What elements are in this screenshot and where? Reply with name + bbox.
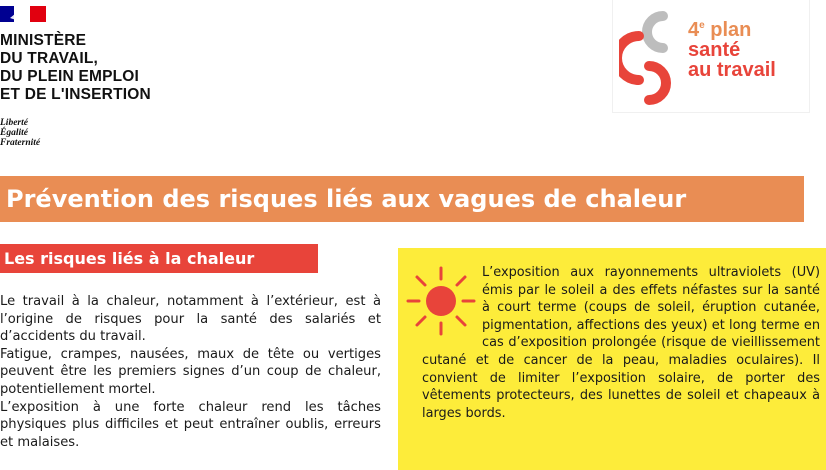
section-heading-banner — [0, 244, 318, 273]
plan-logo-text — [688, 16, 776, 80]
body-paragraph: Fatigue, crampes, nausées, maux de tête ou vertiges peuvent être les premiers signes d’un coup de chaleur, potentiellement mortel. — [0, 346, 381, 397]
uv-text: L’exposition aux rayonnements ultraviolets (UV) émis par le soleil a des effets néfastes sur la santé à court terme (coups de soleil, éruption cutanée, pigmentation, affections des yeux) et long terme en cas d’exposition prolongée (risque de vieillissement cutané et de cancer de la peau, maladies oculaires). Il convient de limiter l’exposition solaire, de porter des vêtements protecteurs, des lunettes de soleil et chapeaux à larges bords. — [422, 265, 820, 421]
page-title: Prévention des risques liés aux vagues de chaleur — [6, 185, 687, 213]
republic-flag-icon — [0, 6, 46, 22]
plan-line-travail: au travail — [688, 59, 776, 81]
section-heading: Les risques liés à la chaleur — [4, 249, 255, 268]
body-paragraph: Le travail à la chaleur, notamment à l’extérieur, est à l’origine de risques pour la santé des salariés et d’accidents du travail. — [0, 294, 381, 345]
ministry-line: DU PLEIN EMPLOI — [0, 68, 140, 85]
ministry-name — [0, 32, 151, 104]
motto-line: Fraternité — [0, 138, 41, 148]
plan-number: 4 — [688, 19, 700, 41]
motto-line: Égalité — [0, 128, 28, 138]
title-banner — [0, 176, 804, 222]
uv-info-box — [398, 248, 826, 470]
section-body — [0, 293, 381, 451]
plan-word: plan — [710, 19, 752, 41]
ministry-line: MINISTÈRE — [0, 32, 87, 49]
plan-ordinal: e — [699, 20, 705, 31]
plan-line-sante: santé — [688, 39, 741, 61]
plan-logo-mark-icon — [619, 6, 683, 106]
ministry-line: DU TRAVAIL, — [0, 50, 99, 67]
plan-sante-travail-logo — [613, 0, 809, 112]
motto-line: Liberté — [0, 118, 28, 128]
body-paragraph: L’exposition à une forte chaleur rend les tâches physiques plus difficiles et peut entraîner oublis, erreurs et malaises. — [0, 399, 381, 450]
uv-text-block — [422, 264, 820, 422]
ministry-line: ET DE L'INSERTION — [0, 86, 151, 103]
republic-motto — [0, 118, 40, 148]
